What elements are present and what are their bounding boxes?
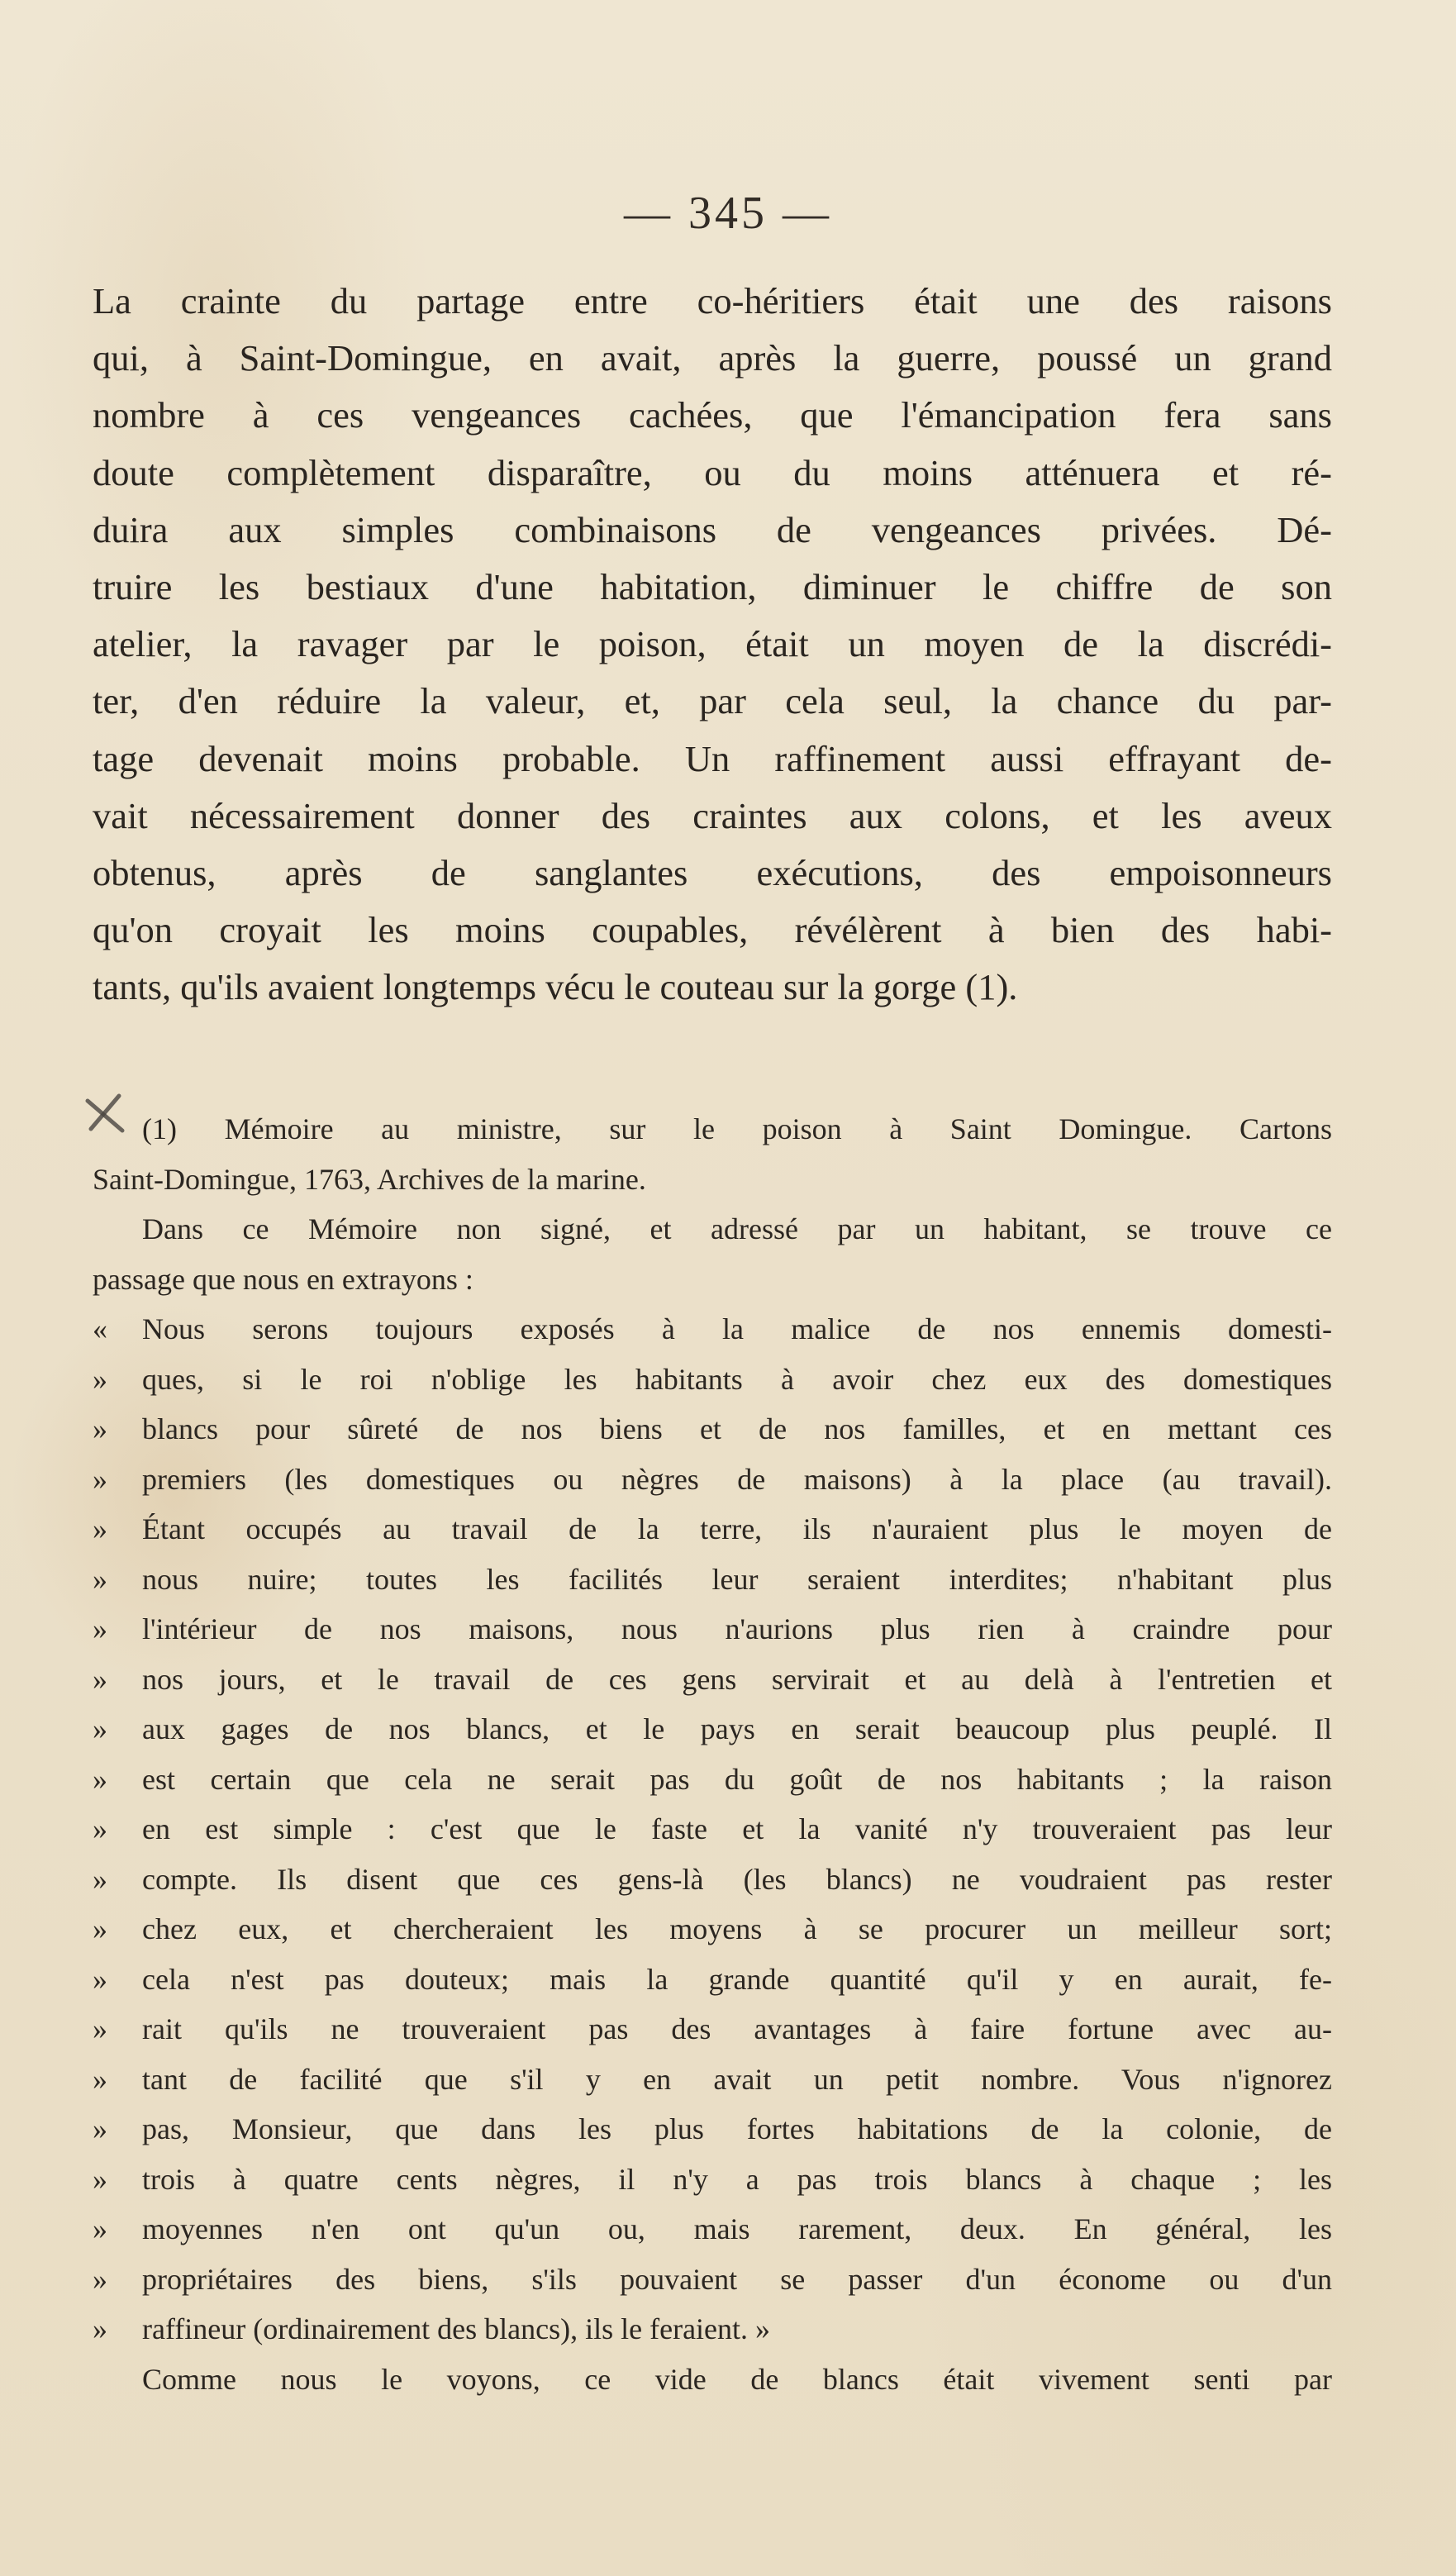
footnote-line: passage que nous en extrayons :	[93, 1262, 473, 1296]
quotation	[93, 1304, 1332, 2355]
quote-text: moyennes n'en ont qu'un ou, mais rarement, deux. En général, les	[142, 2212, 1332, 2245]
quote-line	[93, 1555, 1332, 1605]
quote-mark: »	[93, 2312, 107, 2345]
footnote-block	[93, 1104, 1332, 2404]
quote-text: propriétaires des biens, s'ils pouvaient se passer d'un économe ou d'un	[142, 2262, 1332, 2296]
quote-text: tant de facilité que s'il y en avait un petit nombre. Vous n'ignorez	[142, 2062, 1332, 2096]
quote-mark: »	[93, 1812, 107, 1845]
quote-text: est certain que cela ne serait pas du goût de nos habitants ; la raison	[142, 1762, 1332, 1796]
text-line: vait nécessairement donner des craintes aux colons, et les aveux	[93, 794, 1332, 836]
text-line: nombre à ces vengeances cachées, que l'émancipation fera sans	[93, 394, 1332, 436]
quote-line	[93, 1404, 1332, 1455]
quote-line	[93, 1755, 1332, 1805]
quote-line	[93, 2155, 1332, 2205]
quote-text: nos jours, et le travail de ces gens servirait et au delà à l'entretien et	[142, 1662, 1332, 1696]
quote-mark: »	[93, 1912, 107, 1945]
quote-mark: »	[93, 2012, 107, 2045]
text-line: truire les bestiaux d'une habitation, diminuer le chiffre de son	[93, 565, 1332, 607]
quote-line	[93, 1304, 1332, 1355]
quote-line	[93, 2055, 1332, 2105]
quote-line	[93, 1355, 1332, 1405]
main-paragraph	[93, 273, 1332, 1016]
page-number: — 345 —	[624, 188, 832, 239]
text-line: La crainte du partage entre co-héritiers était une des raisons	[93, 280, 1332, 321]
quote-text: l'intérieur de nos maisons, nous n'aurions plus rien à craindre pour	[142, 1612, 1332, 1645]
quote-text: cela n'est pas douteux; mais la grande quantité qu'il y en aurait, fe-	[142, 1962, 1332, 1996]
quote-line	[93, 2004, 1332, 2055]
quote-mark: »	[93, 1762, 107, 1796]
quote-line	[93, 1604, 1332, 1655]
quote-mark: »	[93, 2262, 107, 2296]
quote-mark: »	[93, 1462, 107, 1496]
quote-line	[93, 1855, 1332, 1905]
quote-mark: »	[93, 1662, 107, 1696]
quote-text: nous nuire; toutes les facilités leur seraient interdites; n'habitant plus	[142, 1562, 1332, 1596]
quote-text: rait qu'ils ne trouveraient pas des avantages à faire fortune avec au-	[142, 2012, 1332, 2045]
quote-line	[93, 2204, 1332, 2255]
quote-text: premiers (les domestiques ou nègres de maisons) à la place (au travail).	[142, 1462, 1332, 1496]
quote-text: en est simple : c'est que le faste et la vanité n'y trouveraient pas leur	[142, 1812, 1332, 1845]
quote-text: trois à quatre cents nègres, il n'y a pas trois blancs à chaque ; les	[142, 2162, 1332, 2196]
quote-mark: »	[93, 1862, 107, 1896]
quote-line	[93, 1704, 1332, 1755]
quote-line	[93, 2104, 1332, 2155]
text-line: duira aux simples combinaisons de vengeances privées. Dé-	[93, 508, 1332, 550]
quote-mark: »	[93, 2162, 107, 2196]
quote-text: pas, Monsieur, que dans les plus fortes habitations de la colonie, de	[142, 2112, 1332, 2145]
text-line: tage devenait moins probable. Un raffinement aussi effrayant de-	[93, 737, 1332, 779]
text-line: tants, qu'ils avaient longtemps vécu le couteau sur la gorge (1).	[93, 966, 1018, 1008]
quote-mark: »	[93, 2212, 107, 2245]
text-line: obtenus, après de sanglantes exécutions, des empoisonneurs	[93, 851, 1332, 893]
quote-mark: »	[93, 1362, 107, 1396]
text-line: ter, d'en réduire la valeur, et, par cela seul, la chance du par-	[93, 680, 1332, 722]
quote-mark: »	[93, 1712, 107, 1745]
quote-line	[93, 1955, 1332, 2005]
quote-mark: »	[93, 1562, 107, 1596]
quote-text: ques, si le roi n'oblige les habitants à avoir chez eux des domestiques	[142, 1362, 1332, 1396]
quote-line	[93, 1804, 1332, 1855]
quote-line	[93, 1904, 1332, 1955]
quote-text: blancs pour sûreté de nos biens et de nos familles, et en mettant ces	[142, 1412, 1332, 1445]
text-line: atelier, la ravager par le poison, était un moyen de la discrédi-	[93, 623, 1332, 665]
text-line: qui, à Saint-Domingue, en avait, après la guerre, poussé un grand	[93, 337, 1332, 379]
quote-line	[93, 1504, 1332, 1555]
text-line: qu'on croyait les moins coupables, révélèrent à bien des habi-	[93, 909, 1332, 951]
quote-mark: »	[93, 2062, 107, 2096]
quote-line	[93, 1455, 1332, 1505]
quote-text: Nous serons toujours exposés à la malice de nos ennemis domesti-	[142, 1312, 1332, 1345]
quote-text: compte. Ils disent que ces gens-là (les blancs) ne voudraient pas rester	[142, 1862, 1332, 1896]
quote-mark: »	[93, 1612, 107, 1645]
quote-line	[93, 1655, 1332, 1705]
footnote-closing-line: Comme nous le voyons, ce vide de blancs était vivement senti par	[142, 2362, 1332, 2396]
quote-mark: «	[93, 1312, 107, 1345]
quote-line	[93, 2304, 1332, 2355]
text-line: doute complètement disparaître, ou du moins atténuera et ré-	[93, 451, 1332, 493]
quote-text: raffineur (ordinairement des blancs), ils le feraient. »	[142, 2312, 771, 2345]
quote-mark: »	[93, 1412, 107, 1445]
quote-text: chez eux, et chercheraient les moyens à se procurer un meilleur sort;	[142, 1912, 1332, 1945]
quote-line	[93, 2255, 1332, 2305]
footnote-line: Dans ce Mémoire non signé, et adressé par un habitant, se trouve ce	[142, 1212, 1332, 1245]
quote-text: aux gages de nos blancs, et le pays en serait beaucoup plus peuplé. Il	[142, 1712, 1332, 1745]
footnote-line: Saint-Domingue, 1763, Archives de la marine.	[93, 1162, 646, 1196]
quote-text: Étant occupés au travail de la terre, ils n'auraient plus le moyen de	[142, 1512, 1332, 1545]
quote-mark: »	[93, 1512, 107, 1545]
quote-mark: »	[93, 2112, 107, 2145]
footnote-line: (1) Mémoire au ministre, sur le poison à Saint Domingue. Cartons	[142, 1112, 1332, 1145]
quote-mark: »	[93, 1962, 107, 1996]
